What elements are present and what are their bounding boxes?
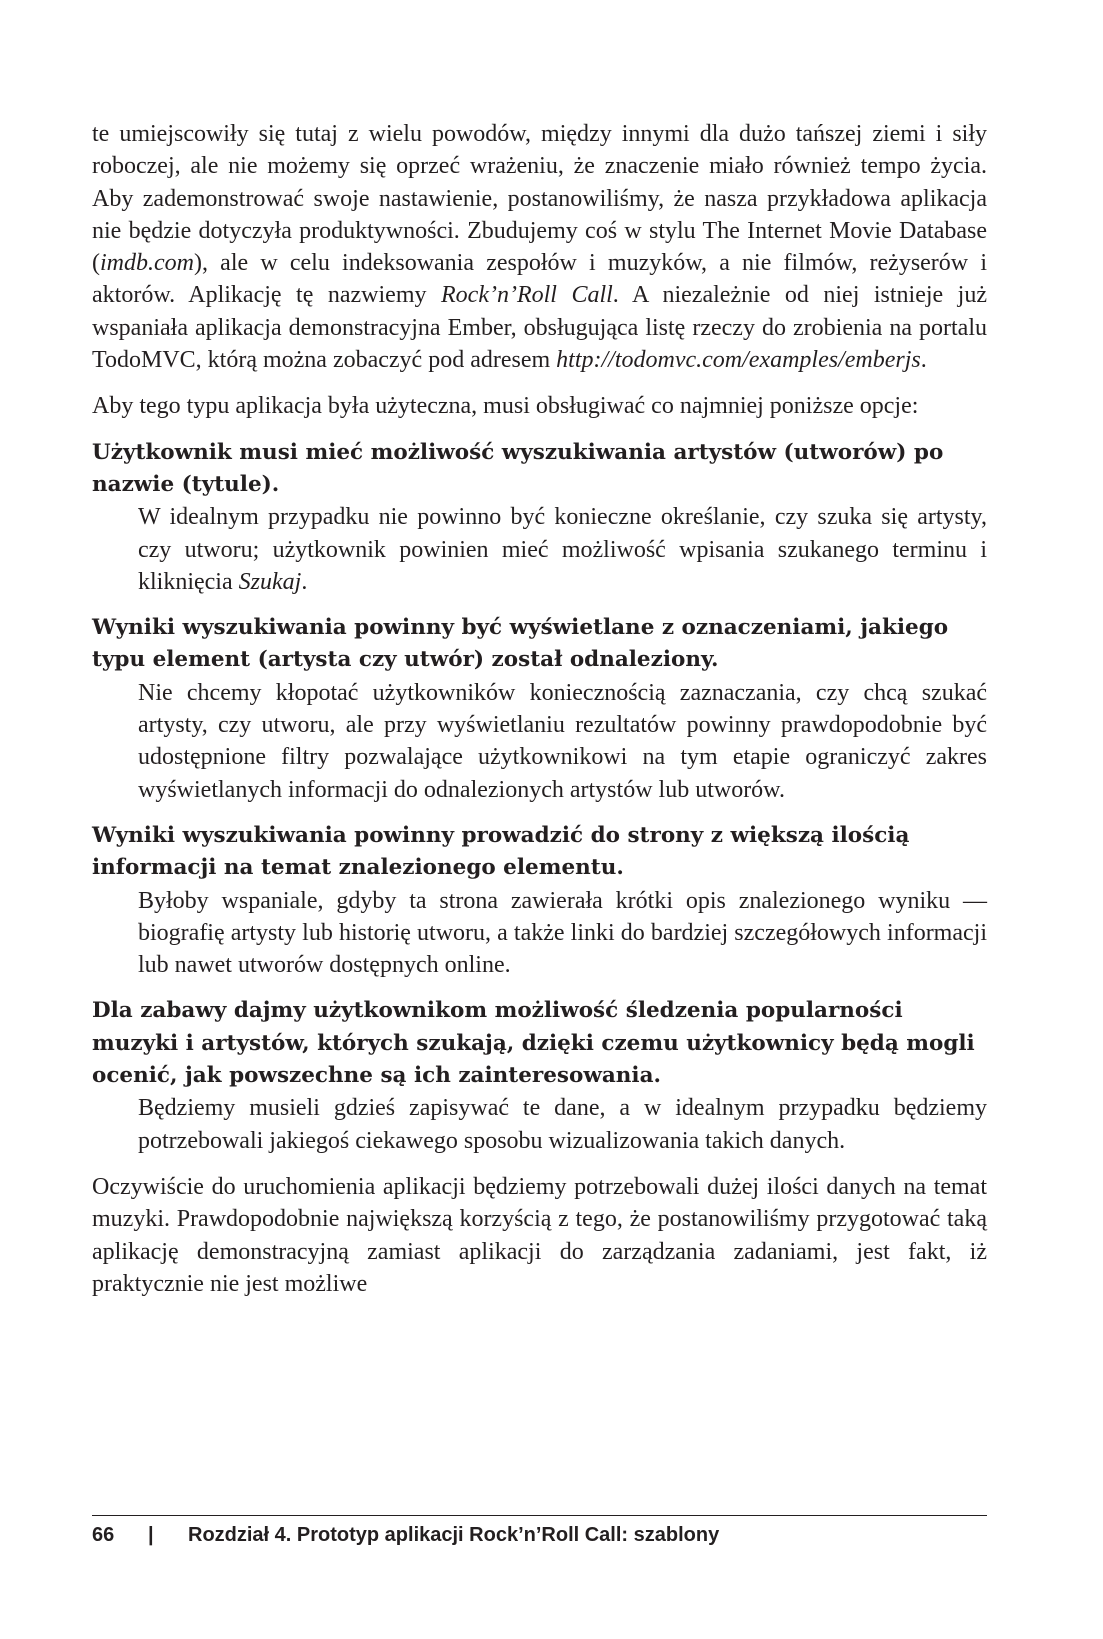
requirement-title: Użytkownik musi mieć możliwość wyszukiwania artystów (utworów) po nazwie (tytule). — [92, 439, 944, 497]
footer-separator: | — [148, 1524, 154, 1546]
requirement-title: Wyniki wyszukiwania powinny być wyświetlane z oznaczeniami, jakiego typu element (artysta czy utwór) został odnaleziony. — [92, 615, 949, 673]
paragraph-text: te umiejscowiły się tutaj z wielu powodów, między innymi dla dużo tańszej ziemi i siły roboczej, ale nie możemy się oprzeć wrażeniu, że znaczenie miało również tempo życia. Aby zademonstrować swoje nastawienie, postanowiliśmy, że nasza przykładowa aplikacja nie będzie dotyczyła produktywności. Zbudujemy coś w stylu The Internet Movie Database ( — [92, 121, 987, 277]
requirement-description: Byłoby wspaniale, gdyby ta strona zawierała krótki opis znalezionego wyniku — biografię artysty lub historię utworu, a także linki do bardziej szczegółowych informacji lub nawet utworów dostępnych online. — [138, 887, 987, 979]
paragraph-text: . — [920, 347, 927, 374]
paragraph-closing: Oczywiście do uruchomienia aplikacji będziemy potrzebowali dużej ilości danych na temat muzyki. Prawdopodobnie największą korzyścią z tego, że postanowiliśmy przygotować taką aplikację demonstracyjną zamiast aplikacji do zarządzania zadaniami, jest fakt, iż praktycznie nie jest możliwe — [92, 1173, 987, 1297]
requirement-item — [92, 612, 987, 806]
requirement-title: Dla zabawy dajmy użytkownikom możliwość śledzenia popularności muzyki i artystów, których szukają, dzięki czemu użytkownicy będą mogli ocenić, jak powszechne są ich zainteresowania. — [92, 998, 975, 1089]
chapter-title: Rozdział 4. Prototyp aplikacji Rock’n’Roll Call: szablony — [188, 1524, 720, 1546]
requirement-description: Nie chcemy kłopotać użytkowników koniecznością zaznaczania, czy chcą szukać artysty, czy utworu, ale przy wyświetlaniu rezultatów powinny prawdopodobnie być udostępnione filtry pozwalające użytkownikowi na tym etapie ograniczyć zakres wyświetlanych informacji do odnalezionych artystów lub utworów. — [138, 679, 987, 803]
requirement-item — [92, 437, 987, 598]
requirement-item — [92, 995, 987, 1156]
paragraph-requirements-intro: Aby tego typu aplikacja była użyteczna, musi obsługiwać co najmniej poniższe opcje: — [92, 393, 919, 420]
site-reference-imdb: imdb.com — [100, 250, 194, 277]
search-button-label-italic: Szukaj — [238, 568, 302, 595]
paragraph-text: ), ale w celu indeksowania zespołów i muzyków, a nie filmów, reżyserów i aktorów. Aplikację tę nazwiemy — [92, 250, 987, 309]
page-body — [92, 118, 987, 1314]
paragraph-intro — [92, 118, 987, 376]
url-todomvc: http://todomvc.com/examples/emberjs — [556, 347, 921, 374]
requirement-item — [92, 820, 987, 981]
requirement-title: Wyniki wyszukiwania powinny prowadzić do strony z większą ilością informacji na temat znalezionego elementu. — [92, 822, 910, 881]
app-name-italic: Rock’n’Roll Call — [441, 282, 613, 309]
footer-divider — [92, 1515, 987, 1516]
page-footer — [92, 1522, 987, 1548]
requirement-description: Będziemy musieli gdzieś zapisywać te dane, a w idealnym przypadku będziemy potrzebowali jakiegoś ciekawego sposobu wizualizowania takich danych. — [138, 1095, 987, 1154]
paragraph-text: . A niezależnie od niej istnieje już wspaniała aplikacja demonstracyjna Ember, obsługująca listę rzeczy do zrobienia na portalu TodoMVC, którą można zobaczyć pod adresem — [92, 282, 988, 374]
page-number: 66 — [92, 1524, 115, 1546]
requirement-description: W idealnym przypadku nie powinno być konieczne określanie, czy szuka się artysty, czy utworu; użytkownik powinien mieć możliwość wpisania szukanego terminu i kliknięcia Szukaj. — [138, 504, 987, 595]
